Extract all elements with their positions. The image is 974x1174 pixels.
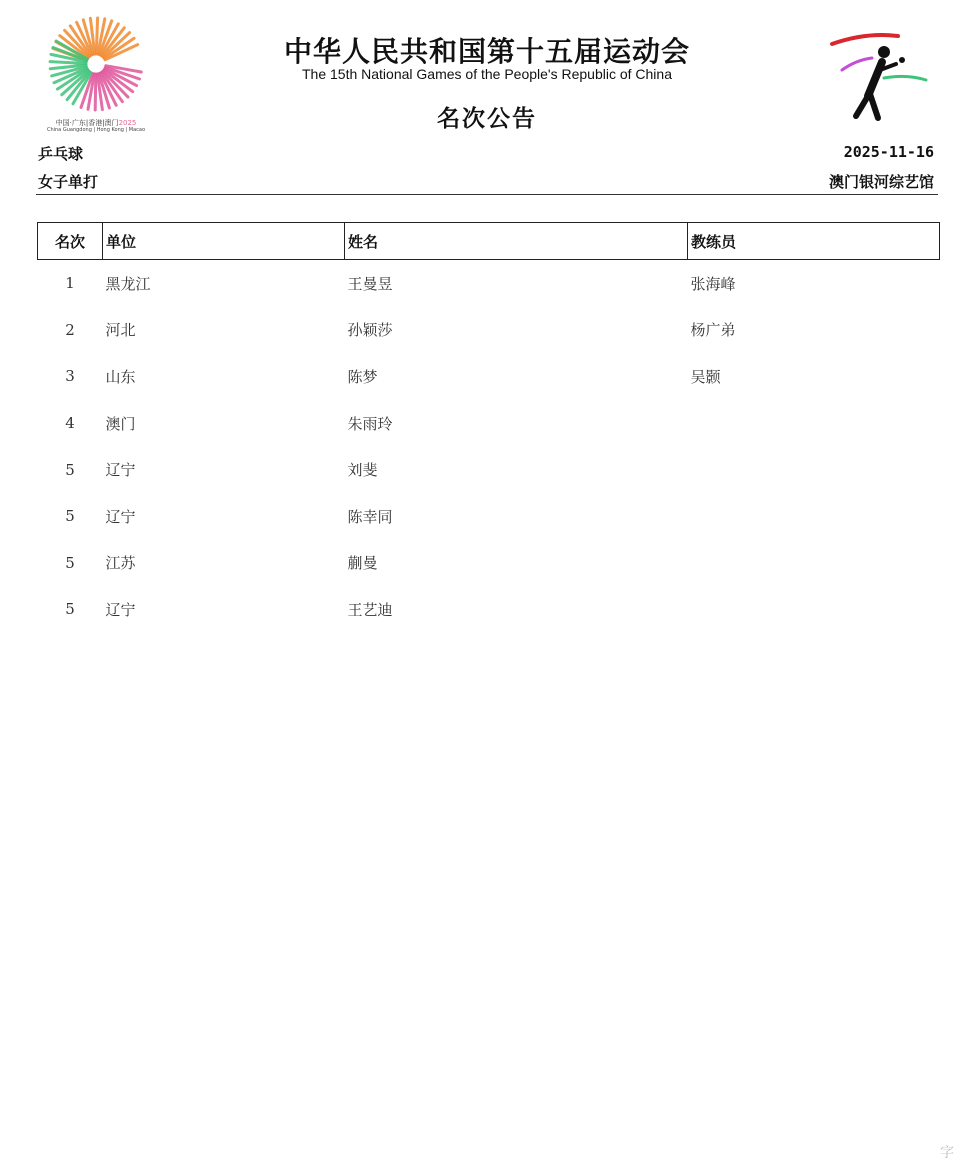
cell-coach [688, 400, 940, 447]
cell-name: 刘斐 [347, 461, 378, 480]
table-row [38, 586, 940, 633]
cell-rank: 1 [65, 274, 75, 293]
header-coach: 教练员 [688, 223, 940, 260]
cell-name: 陈幸同 [347, 507, 393, 526]
games-title-en: The 15th National Games of the People's Republic of China [301, 66, 672, 82]
cell-name: 蒯曼 [347, 554, 378, 573]
cell-name: 王曼昱 [347, 274, 393, 293]
cell-coach [688, 540, 940, 587]
sport-label: 乒乓球 [38, 145, 84, 163]
table-row [38, 540, 940, 587]
table-row [38, 446, 940, 493]
cell-rank: 5 [65, 600, 75, 619]
cell-coach [688, 493, 940, 540]
cell-unit: 黑龙江 [105, 274, 151, 293]
cell-rank: 3 [65, 367, 75, 386]
games-title-cn: 中华人民共和国第十五届运动会 [283, 35, 690, 68]
cell-coach: 张海峰 [690, 274, 736, 293]
cell-name: 孙颖莎 [347, 321, 393, 340]
cell-coach: 吴颢 [690, 367, 721, 386]
cell-unit: 江苏 [105, 554, 136, 573]
cell-unit: 辽宁 [105, 461, 136, 480]
cell-rank: 2 [65, 320, 75, 339]
document-title: 名次公告 [437, 106, 537, 132]
table-tennis-pictogram-icon [826, 30, 930, 126]
cell-rank: 5 [65, 507, 75, 526]
cell-rank: 5 [65, 553, 75, 572]
table-header-row [38, 223, 940, 260]
table-row [38, 307, 940, 354]
table-row [38, 353, 940, 400]
cell-name: 陈梦 [347, 367, 378, 386]
cell-unit: 澳门 [105, 414, 136, 433]
header-unit: 单位 [103, 223, 345, 260]
table-row [38, 493, 940, 540]
cell-unit: 辽宁 [105, 600, 136, 619]
event-label: 女子单打 [38, 173, 99, 191]
header-name: 姓名 [345, 223, 688, 260]
cell-rank: 4 [65, 414, 75, 433]
cell-name: 朱雨玲 [347, 414, 393, 433]
results-table [37, 222, 940, 633]
header-divider [36, 194, 938, 195]
cell-coach [688, 586, 940, 633]
emblem-year: 2025 [118, 119, 137, 127]
emblem-caption: 中国·广东|香港|澳门 [55, 119, 119, 127]
event-date: 2025-11-16 [843, 143, 934, 161]
cell-coach: 杨广弟 [690, 321, 736, 340]
cell-coach [688, 446, 940, 493]
cell-unit: 河北 [105, 321, 136, 340]
cell-rank: 5 [65, 460, 75, 479]
cell-name: 王艺迪 [347, 600, 393, 619]
emblem-caption-en: China Guangdong | Hong Kong | Macao [46, 127, 146, 133]
table-row [38, 400, 940, 447]
table-row [38, 260, 940, 307]
watermark-text: 字 [940, 1145, 954, 1161]
header-rank: 名次 [38, 223, 103, 260]
cell-unit: 山东 [105, 367, 136, 386]
cell-unit: 辽宁 [105, 507, 136, 526]
venue-label: 澳门银河综艺馆 [828, 173, 934, 191]
